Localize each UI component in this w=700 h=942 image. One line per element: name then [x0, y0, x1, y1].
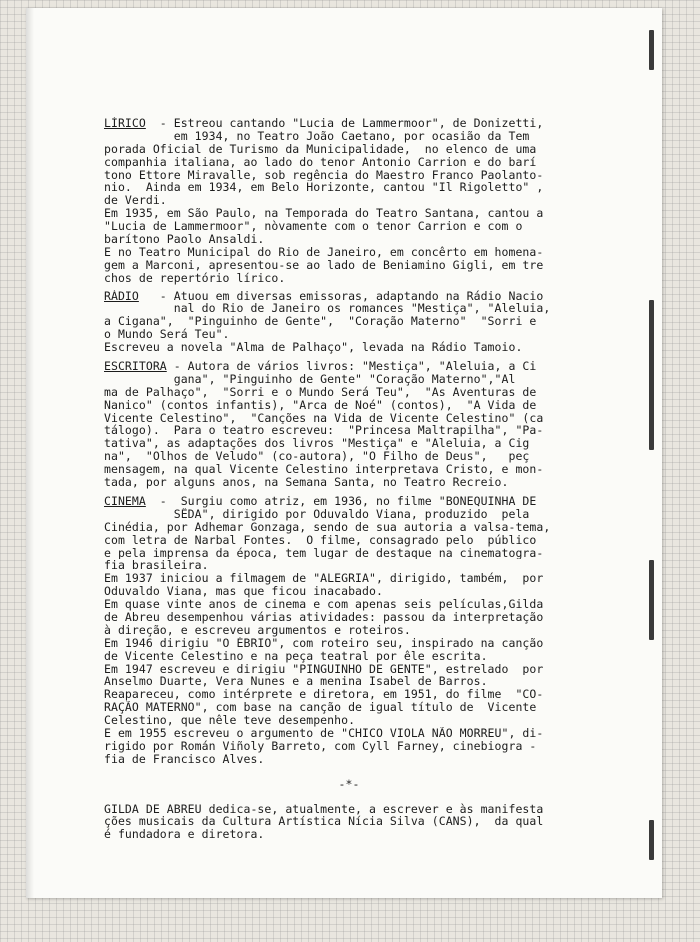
- section-separator: -*-: [338, 777, 360, 791]
- page-fold-shadow: [26, 8, 34, 898]
- section-cinema: [104, 495, 594, 766]
- text-line: E no Teatro Municipal do Rio de Janeiro, em concêrto em homena-: [104, 245, 544, 259]
- text-line: na", "Olhos de Veludo" (co-autora), "O Filho de Deus", peç: [104, 450, 530, 464]
- scan-edge-mark: [649, 30, 654, 70]
- text-line: Oduvaldo Viana, mas que ficou inacabado.: [104, 585, 383, 599]
- text-line: Cinédia, por Adhemar Gonzaga, sendo de sua autoria a valsa-tema,: [104, 520, 551, 534]
- closing-paragraph: [104, 803, 594, 842]
- text-line: E em 1955 escreveu o argumento de "CHICO VIOLA NÃO MORREU", di-: [104, 726, 544, 740]
- text-line: Anselmo Duarte, Vera Nunes e a menina Isabel de Barros.: [104, 675, 488, 689]
- text-line: e pela imprensa da época, tem lugar de destaque na cinematogra-: [104, 546, 544, 560]
- text-line: a Cigana", "Pinguinho de Gente", "Coração Materno" "Sorri e: [104, 315, 537, 329]
- spacer: [104, 766, 594, 778]
- text-line: fia de Francisco Alves.: [104, 752, 265, 766]
- text-line: RAÇÃO MATERNO", com base na canção de igual título de Vicente: [104, 701, 537, 715]
- text-line: gana", "Pinguinho de Gente" "Coração Materno","Al: [104, 372, 516, 386]
- text-line: em 1934, no Teatro João Caetano, por ocasião da Tem: [104, 129, 530, 143]
- text-line: CINEMA - Surgiu como atriz, em 1936, no filme "BONEQUINHA DE: [104, 494, 537, 508]
- text-line: à direção, e escreveu argumentos e roteiros.: [104, 623, 411, 637]
- text-line: Em 1935, em São Paulo, na Temporada do Teatro Santana, cantou a: [104, 207, 544, 221]
- text-line: nio. Ainda em 1934, em Belo Horizonte, cantou "Il Rigoletto" ,: [104, 181, 544, 195]
- section-heading: CINEMA: [104, 494, 146, 508]
- text-line: de Abreu desempenhou várias atividades: passou da interpretação: [104, 610, 544, 624]
- scan-edge-mark: [649, 300, 654, 450]
- text-line: tono Ettore Miravalle, sob regência do Maestro Franco Paolanto-: [104, 168, 544, 182]
- text-line: Vicente Celestino", "Canções na Vida de Vicente Celestino" (ca: [104, 411, 544, 425]
- text-line: tada, por alguns anos, na Semana Santa, no Teatro Recreio.: [104, 476, 509, 489]
- scan-edge-mark: [649, 560, 654, 640]
- text-line: mensagem, na qual Vicente Celestino interpretava Cristo, e mon-: [104, 463, 544, 477]
- text-line: "Lucia de Lammermoor", nòvamente com o tenor Carrion e com o: [104, 220, 523, 234]
- text-line: SÊDA", dirigido por Oduvaldo Viana, produzido pela: [104, 507, 530, 521]
- text-line: Escreveu a novela "Alma de Palhaço", levada na Rádio Tamoio.: [104, 341, 523, 355]
- section-heading: RÁDIO: [104, 289, 139, 303]
- section-heading: LÍRICO: [104, 117, 146, 130]
- scan-edge-mark: [649, 820, 654, 860]
- text-line: o Mundo Será Teu".: [104, 328, 230, 342]
- text-line: Em 1947 escreveu e dirigiu "PINGUINHO DE GENTE", estrelado por: [104, 662, 544, 676]
- text-line: ções musicais da Cultura Artística Nícia Silva (CANS), da qual: [104, 815, 544, 829]
- text-line: Nanico" (contos infantis), "Arca de Noé" (contos), "A Vida de: [104, 398, 537, 412]
- spacer: [104, 791, 594, 803]
- text-line: de Verdi.: [104, 194, 167, 208]
- text-line: tálogo). Para o teatro escreveu: "Princesa Maltrapilha", "Pa-: [104, 424, 544, 438]
- section-escritora: [104, 360, 594, 489]
- text-line: ESCRITORA - Autora de vários livros: "Mestiça", "Aleluia, a Ci: [104, 360, 537, 373]
- text-line: Em 1937 iniciou a filmagem de "ALEGRIA", dirigido, também, por: [104, 572, 544, 586]
- text-line: Reapareceu, como intérprete e diretora, em 1951, do filme "CO-: [104, 688, 544, 702]
- text-line: ma de Palhaço", "Sorri e o Mundo Será Teu", "As Aventuras de: [104, 385, 537, 399]
- text-line: é fundadora e diretora.: [104, 828, 265, 842]
- text-line: porada Oficial de Turismo da Municipalidade, no elenco de uma: [104, 142, 537, 156]
- text-line: de Vicente Celestino e na peça teatral por êle escrita.: [104, 649, 488, 663]
- text-line: chos de repertório lírico.: [104, 271, 286, 285]
- section-heading: ESCRITORA: [104, 360, 167, 373]
- document-body: [104, 117, 594, 841]
- text-line: tativa", as adaptações dos livros "Mestiça" e "Aleluia, a Cig: [104, 437, 530, 451]
- text-line: Celestino, que nêle teve desempenho.: [104, 714, 356, 727]
- text-line: gem a Marconi, apresentou-se ao lado de Beniamino Gigli, em tre: [104, 258, 544, 272]
- text-line: Em quase vinte anos de cinema e com apenas seis películas,Gilda: [104, 598, 544, 611]
- section-lirico: [104, 117, 594, 285]
- text-line: LÍRICO - Estreou cantando "Lucia de Lammermoor", de Donizetti,: [104, 117, 544, 130]
- text-line: Em 1946 dirigiu "O ÉBRIO", com roteiro seu, inspirado na canção: [104, 636, 544, 650]
- text-line: GILDA DE ABREU dedica-se, atualmente, a escrever e às manifesta: [104, 802, 544, 816]
- text-line: com letra de Narbal Fontes. O filme, consagrado pelo público: [104, 533, 537, 547]
- text-line: barítono Paolo Ansaldi.: [104, 233, 265, 246]
- text-line: companhia italiana, ao lado do tenor Antonio Carrion e do barí: [104, 155, 537, 169]
- text-line: fia brasileira.: [104, 559, 209, 573]
- section-radio: [104, 290, 594, 354]
- text-line: rigido por Román Viñoly Barreto, com Cyll Farney, cinebiogra -: [104, 739, 537, 753]
- text-line: nal do Rio de Janeiro os romances "Mestiça", "Aleluia,: [104, 302, 551, 316]
- text-line: RÁDIO - Atuou em diversas emissoras, adaptando na Rádio Nacio: [104, 289, 544, 303]
